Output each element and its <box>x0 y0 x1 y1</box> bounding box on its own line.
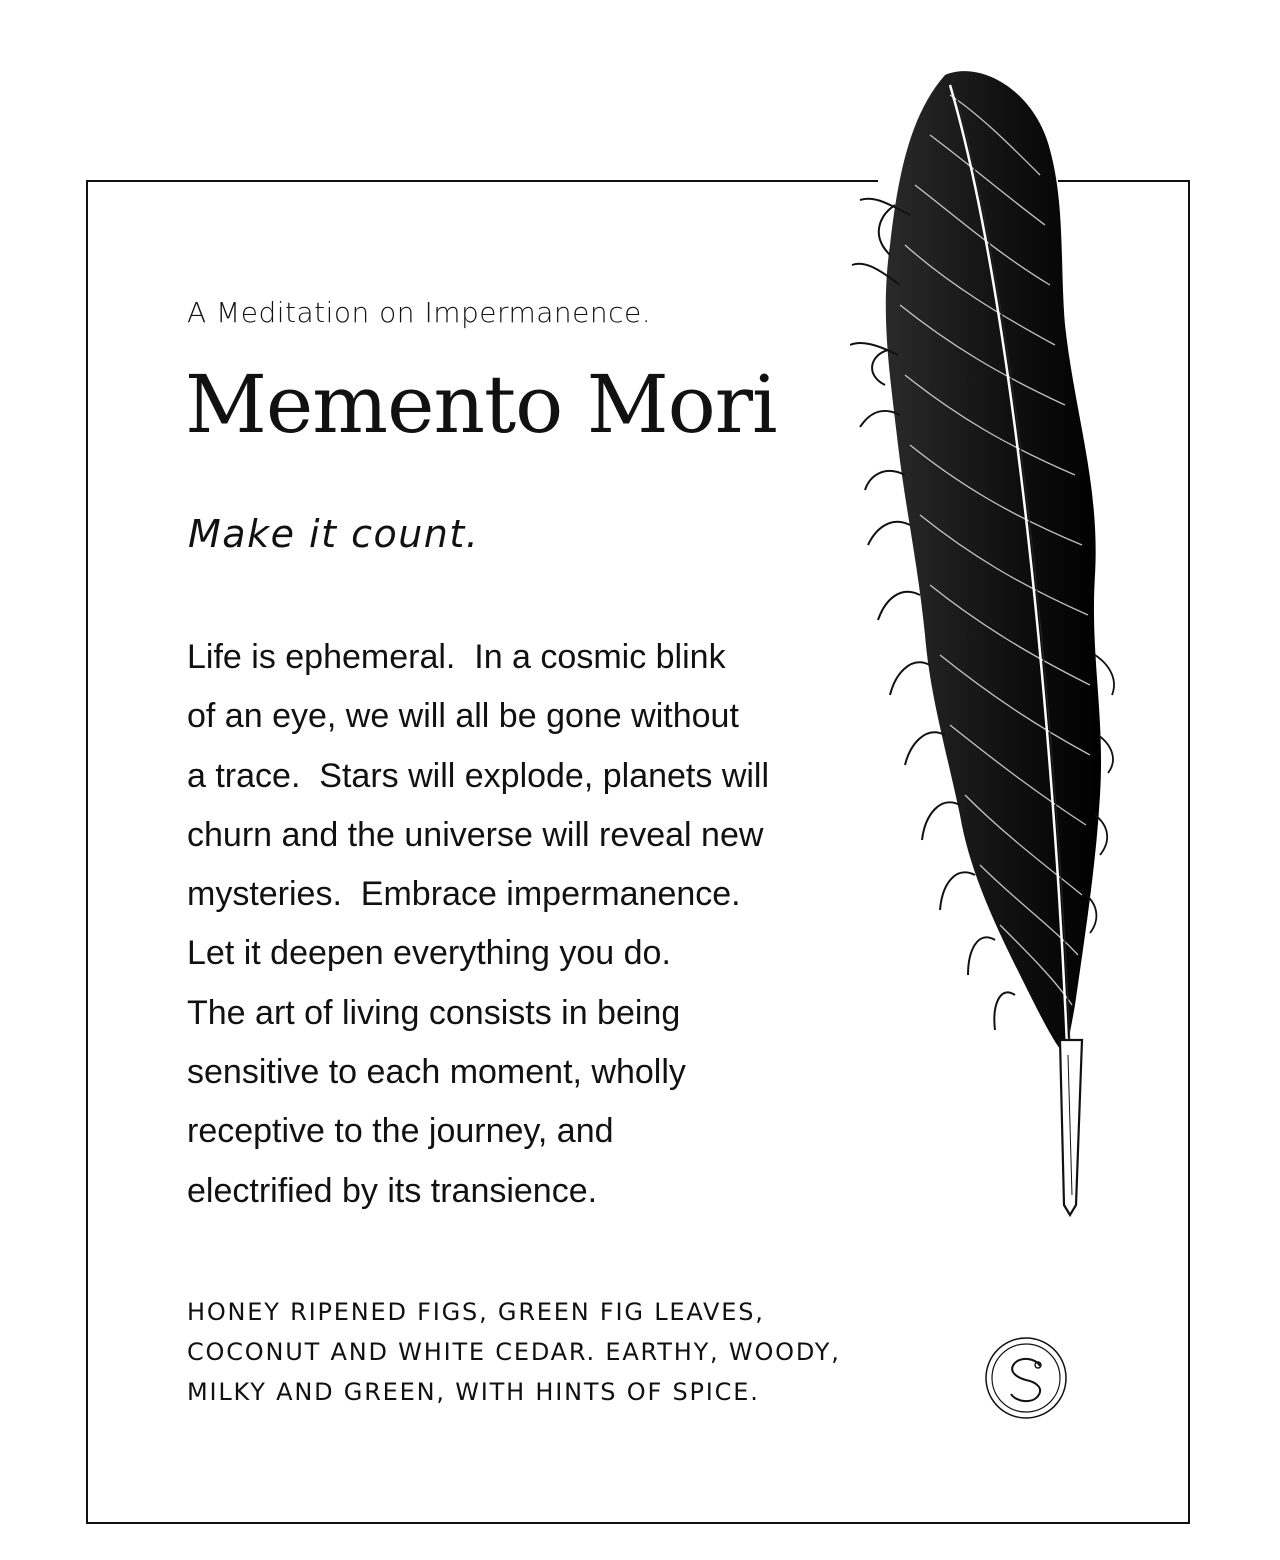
body-line: Life is ephemeral. In a cosmic blink <box>187 638 726 676</box>
page-title: Memento Mori <box>185 358 777 451</box>
notes-line: HONEY RIPENED FIGS, GREEN FIG LEAVES, <box>187 1298 765 1326</box>
body-line: churn and the universe will reveal new <box>187 815 764 854</box>
body-line: The art of living consists in being <box>187 993 681 1032</box>
scent-notes <box>187 1292 841 1412</box>
body-line: of an eye, we will all be gone without <box>187 697 739 736</box>
notes-line: COCONUT AND WHITE CEDAR. EARTHY, WOODY, <box>187 1338 841 1366</box>
kicker-text: A Meditation on Impermanence. <box>187 296 652 329</box>
body-line: receptive to the journey, and <box>187 1112 614 1151</box>
body-line: a trace. Stars will explode, planets will <box>187 756 770 795</box>
body-line: mysteries. Embrace impermanence. <box>187 875 741 914</box>
s-monogram-logo-icon <box>984 1336 1068 1420</box>
tagline: Make it count. <box>188 512 480 556</box>
body-line: electrified by its transience. <box>187 1171 598 1210</box>
feather-icon <box>850 55 1130 1225</box>
body-line: sensitive to each moment, wholly <box>187 1053 686 1092</box>
body-line: Let it deepen everything you do. <box>187 934 671 973</box>
notes-line: MILKY AND GREEN, WITH HINTS OF SPICE. <box>187 1378 760 1406</box>
body-paragraph <box>187 628 867 1221</box>
